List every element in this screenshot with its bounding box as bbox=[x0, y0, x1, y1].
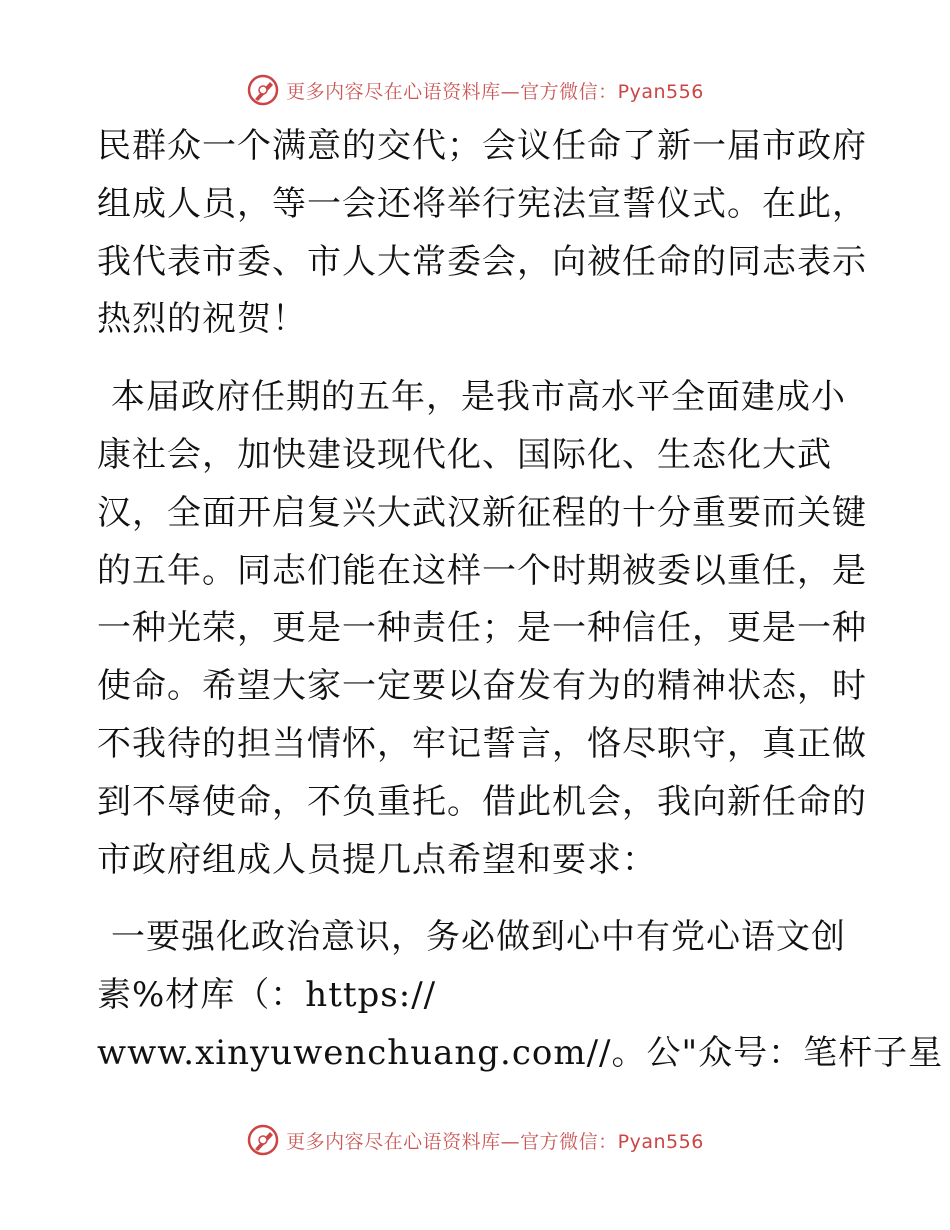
header-wechat-id: Pyan556 bbox=[617, 80, 704, 103]
footer-wechat-id: Pyan556 bbox=[617, 1130, 704, 1153]
paragraph-3 bbox=[97, 909, 944, 1082]
text-line: www.xinyuwenchuang.com//。公"众号：笔杆子星 bbox=[97, 1032, 944, 1073]
quill-pen-icon bbox=[246, 1123, 280, 1157]
paragraph-gap bbox=[97, 349, 857, 369]
text-line: 我代表市委、市人大常委会，向被任命的同志表示 bbox=[97, 241, 867, 282]
text-line: 热烈的祝贺！ bbox=[97, 299, 307, 340]
text-line: 素%材库（：https:// bbox=[97, 975, 437, 1016]
text-line: 组成人员，等一会还将举行宪法宣誓仪式。在此， bbox=[97, 183, 867, 224]
paragraph-2 bbox=[97, 369, 867, 889]
document-body bbox=[97, 118, 944, 1083]
text-line: 的五年。同志们能在这样一个时期被委以重任，是 bbox=[97, 550, 867, 591]
footer-watermark-text bbox=[286, 1127, 704, 1154]
text-line: 一种光荣，更是一种责任；是一种信任，更是一种 bbox=[97, 608, 867, 649]
text-line: 汉，全面开启复兴大武汉新征程的十分重要而关键 bbox=[97, 492, 867, 533]
text-line: 康社会，加快建设现代化、国际化、生态化大武 bbox=[97, 434, 832, 475]
text-line: 一要强化政治意识，务必做到心中有党心语文创 bbox=[111, 917, 846, 958]
text-line: 使命。希望大家一定要以奋发有为的精神状态，时 bbox=[97, 666, 867, 707]
quill-pen-icon bbox=[246, 73, 280, 107]
text-line: 不我待的担当情怀，牢记誓言，恪尽职守，真正做 bbox=[97, 723, 867, 764]
text-line: 市政府组成人员提几点希望和要求： bbox=[97, 839, 657, 880]
footer-watermark-label: 更多内容尽在心语资料库—官方微信： bbox=[286, 1130, 618, 1153]
text-line: 本届政府任期的五年，是我市高水平全面建成小 bbox=[111, 377, 846, 418]
paragraph-1 bbox=[97, 118, 867, 349]
paragraph-gap bbox=[97, 889, 857, 909]
header-watermark bbox=[0, 70, 950, 110]
footer-watermark bbox=[0, 1120, 950, 1160]
text-line: 民群众一个满意的交代；会议任命了新一届市政府 bbox=[97, 126, 867, 166]
header-watermark-text bbox=[286, 77, 704, 104]
text-line: 到不辱使命，不负重托。借此机会，我向新任命的 bbox=[97, 781, 867, 822]
header-watermark-label: 更多内容尽在心语资料库—官方微信： bbox=[286, 80, 618, 103]
